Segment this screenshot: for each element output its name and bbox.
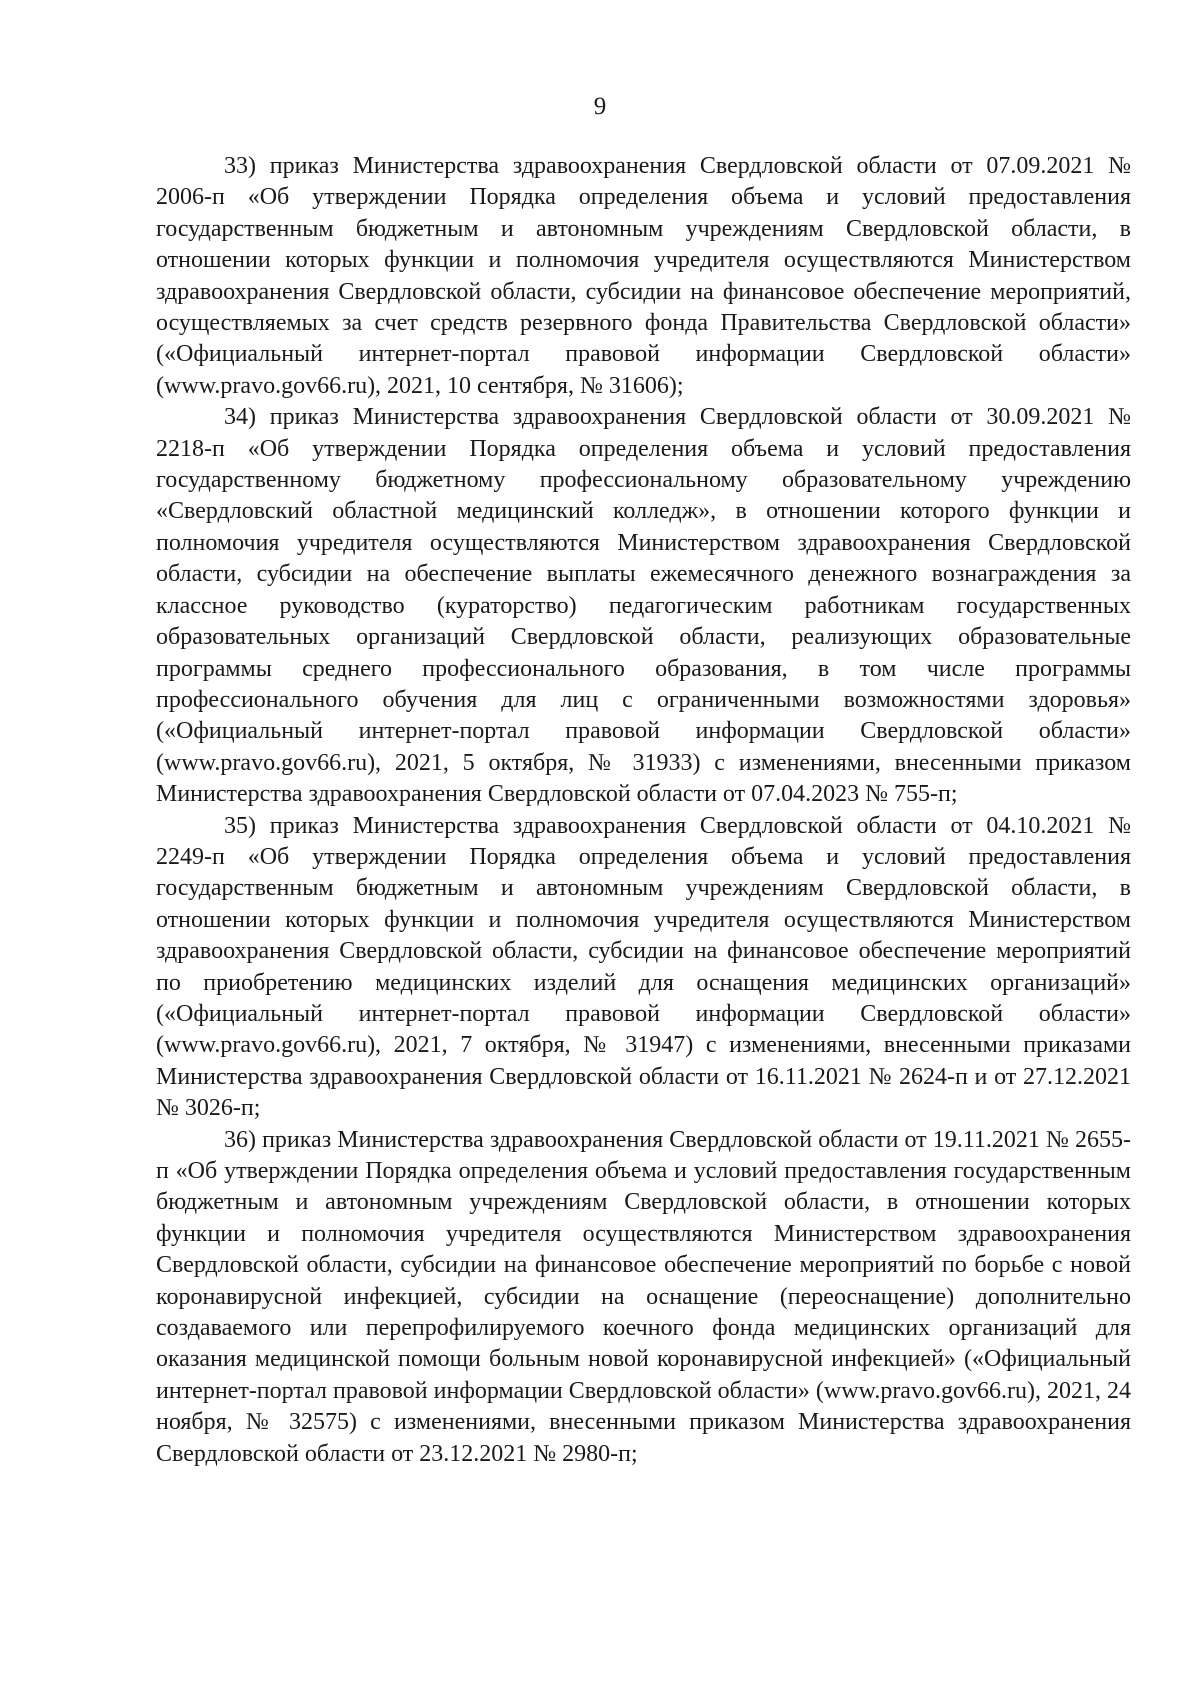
- document-body: [156, 151, 1131, 1470]
- list-item-35: 35) приказ Министерства здравоохранения Свердловской области от 04.10.2021 № 2249-п «Об утверждении Порядка определения объема и условий предоставления государственным бюджетным и автономным учреждениям Свердловской области, в отношении которых функции и полномочия учредителя осуществляются Министерством здравоохранения Свердловской области, субсидии на финансовое обеспечение мероприятий по приобретению медицинских изделий для оснащения медицинских организаций» («Официальный интернет-портал правовой информации Свердловской области» (www.pravo.gov66.ru), 2021, 7 октября, № 31947) с изменениями, внесенными приказами Министерства здравоохранения Свердловской области от 16.11.2021 № 2624-п и от 27.12.2021 № 3026-п;: [156, 812, 1131, 1122]
- list-item-36: 36) приказ Министерства здравоохранения Свердловской области от 19.11.2021 № 2655-п «Об утверждении Порядка определения объема и условий предоставления государственным бюджетным и автономным учреждениям Свердловской области, в отношении которых функции и полномочия учредителя осуществляются Министерством здравоохранения Свердловской области, субсидии на финансовое обеспечение мероприятий по борьбе с новой коронавирусной инфекцией, субсидии на оснащение (переоснащение) дополнительно создаваемого или перепрофилируемого коечного фонда медицинских организаций для оказания медицинской помощи больным новой коронавирусной инфекцией» («Официальный интернет-портал правовой информации Свердловской области» (www.pravo.gov66.ru), 2021, 24 ноября, № 32575) с изменениями, внесенными приказом Министерства здравоохранения Свердловской области от 23.12.2021 № 2980-п;: [156, 1126, 1131, 1467]
- list-item-34: 34) приказ Министерства здравоохранения Свердловской области от 30.09.2021 № 2218-п «Об утверждении Порядка определения объема и условий предоставления государственному бюджетному профессиональному образовательному учреждению «Свердловский областной медицинский колледж», в отношении которого функции и полномочия учредителя осуществляются Министерством здравоохранения Свердловской области, субсидии на обеспечение выплаты ежемесячного денежного вознаграждения за классное руководство (кураторство) педагогическим работникам государственных образовательных организаций Свердловской области, реализующих образовательные программы среднего профессионального образования, в том числе программы профессионального обучения для лиц с ограниченными возможностями здоровья» («Официальный интернет-портал правовой информации Свердловской области» (www.pravo.gov66.ru), 2021, 5 октября, № 31933) с изменениями, внесенными приказом Министерства здравоохранения Свердловской области от 07.04.2023 № 755-п;: [156, 404, 1131, 808]
- page-number: 9: [593, 93, 607, 120]
- list-item-33: 33) приказ Министерства здравоохранения Свердловской области от 07.09.2021 № 2006-п «Об утверждении Порядка определения объема и условий предоставления государственным бюджетным и автономным учреждениям Свердловской области, в отношении которых функции и полномочия учредителя осуществляются Министерством здравоохранения Свердловской области, субсидии на финансовое обеспечение мероприятий, осуществляемых за счет средств резервного фонда Правительства Свердловской области» («Официальный интернет-портал правовой информации Свердловской области» (www.pravo.gov66.ru), 2021, 10 сентября, № 31606);: [156, 153, 1131, 399]
